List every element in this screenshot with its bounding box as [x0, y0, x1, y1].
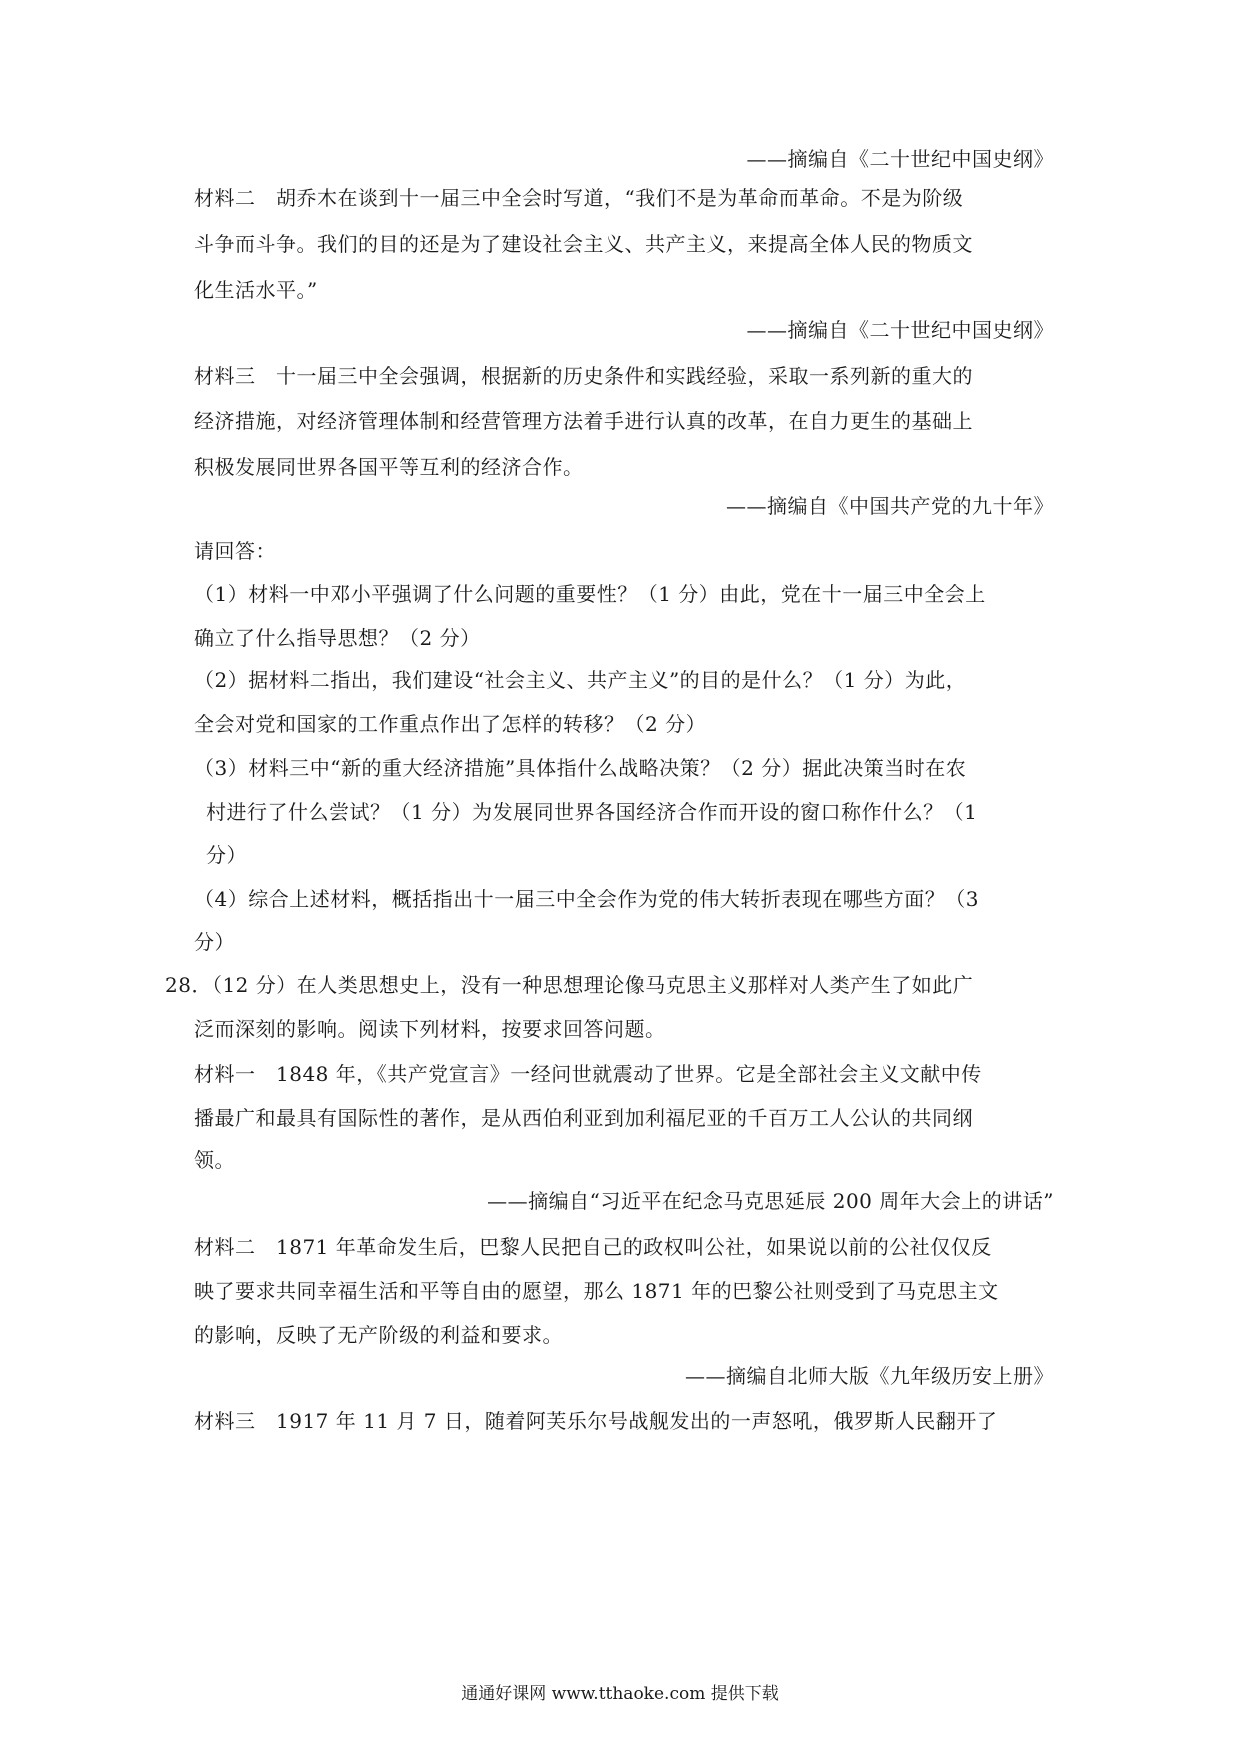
- material-3-line-3: 积极发展同世界各国平等互利的经济合作。: [194, 455, 584, 479]
- source-citation: ——摘编自《中国共产党的九十年》: [726, 494, 1054, 518]
- question-3-line-3: 分）: [206, 843, 247, 867]
- material-2-line-2: 斗争而斗争。我们的目的还是为了建设社会主义、共产主义，来提高全体人民的物质文: [194, 232, 973, 256]
- question-28-line-1: 28．（12 分）在人类思想史上，没有一种思想理论像马克思主义那样对人类产生了如此广: [165, 973, 974, 997]
- source-citation: ——摘编自《二十世纪中国史纲》: [746, 318, 1054, 342]
- source-citation: ——摘编自北师大版《九年级历安上册》: [685, 1364, 1054, 1388]
- question-4-line-2: 分）: [194, 930, 235, 954]
- question-1-line-1: （1）材料一中邓小平强调了什么问题的重要性？（1 分）由此，党在十一届三中全会上: [194, 582, 986, 606]
- question-4-line-1: （4）综合上述材料，概括指出十一届三中全会作为党的伟大转折表现在哪些方面？（3: [194, 887, 979, 911]
- question-3-line-1: （3）材料三中“新的重大经济措施”具体指什么战略决策？（2 分）据此决策当时在农: [194, 756, 967, 780]
- page-footer: 通通好课网 www.tthaoke.com 提供下载: [461, 1684, 779, 1704]
- question-28-line-2: 泛而深刻的影响。阅读下列材料，按要求回答问题。: [194, 1017, 666, 1041]
- material-2b-line-1: 材料二 1871 年革命发生后，巴黎人民把自己的政权叫公社，如果说以前的公社仅仅反: [194, 1235, 992, 1259]
- material-2-line-1: 材料二 胡乔木在谈到十一届三中全会时写道，“我们不是为革命而革命。不是为阶级: [194, 186, 964, 210]
- material-3-line-1: 材料三 十一届三中全会强调，根据新的历史条件和实践经验，采取一系列新的重大的: [194, 364, 973, 388]
- question-1-line-2: 确立了什么指导思想？（2 分）: [194, 626, 481, 650]
- material-3-line-2: 经济措施，对经济管理体制和经营管理方法着手进行认真的改革，在自力更生的基础上: [194, 409, 973, 433]
- material-1-line-2: 播最广和最具有国际性的著作，是从西伯利亚到加利福尼亚的千百万工人公认的共同纲: [194, 1106, 973, 1130]
- material-2b-line-3: 的影响，反映了无产阶级的利益和要求。: [194, 1323, 563, 1347]
- source-citation: ——摘编自《二十世纪中国史纲》: [746, 147, 1054, 171]
- material-2-line-3: 化生活水平。”: [194, 278, 318, 302]
- source-citation: ——摘编自“习近平在纪念马克思延辰 200 周年大会上的讲话”: [487, 1189, 1054, 1213]
- material-1-line-1: 材料一 1848 年，《共产党宣言》一经问世就震动了世界。它是全部社会主义文献中传: [194, 1062, 982, 1086]
- question-3-line-2: 村进行了什么尝试？（1 分）为发展同世界各国经济合作而开设的窗口称作什么？（1: [206, 800, 978, 824]
- material-1-line-3: 领。: [194, 1148, 235, 1172]
- material-3b-line-1: 材料三 1917 年 11 月 7 日，随着阿芙乐尔号战舰发出的一声怒吼，俄罗斯人民翻开了: [194, 1409, 998, 1433]
- material-2b-line-2: 映了要求共同幸福生活和平等自由的愿望，那么 1871 年的巴黎公社则受到了马克思主文: [194, 1279, 999, 1303]
- question-2-line-2: 全会对党和国家的工作重点作出了怎样的转移？（2 分）: [194, 712, 707, 736]
- question-2-line-1: （2）据材料二指出，我们建设“社会主义、共产主义”的目的是什么？（1 分）为此，: [194, 668, 967, 692]
- answer-prompt: 请回答：: [194, 539, 276, 563]
